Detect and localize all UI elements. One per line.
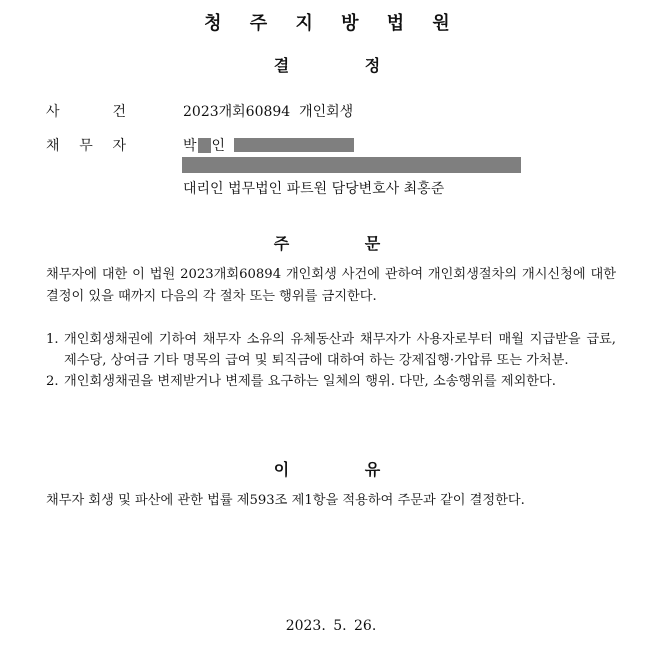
list-item-text: 개인회생채권에 기하여 채무자 소유의 유체동산과 채무자가 사용자로부터 매월 지급받을 급료, 제수당, 상여금 기타 명목의 급여 및 퇴직금에 대하여 하는 강제집행·가압류 또는 가처분. — [64, 332, 616, 368]
debtor-label-char: 채 — [46, 138, 60, 154]
debtor-label-char: 무 — [79, 138, 93, 154]
list-item-number: 1. — [46, 332, 59, 347]
reason-heading: 이 유 — [273, 460, 381, 479]
order-list — [46, 329, 616, 392]
decision-heading: 결 정 — [273, 56, 381, 75]
case-label — [46, 101, 126, 121]
decision-date: 2023. 5. 26. — [285, 618, 377, 634]
case-label-char: 건 — [112, 104, 126, 120]
reason-text: 채무자 회생 및 파산에 관한 법률 제593조 제1항을 적용하여 주문과 같이 결정한다. — [46, 493, 525, 508]
list-item-text: 개인회생채권을 변제받거나 변제를 요구하는 일체의 행위. 다만, 소송행위를 제외한다. — [64, 374, 556, 389]
debtor-label — [46, 135, 126, 155]
debtor-name — [183, 135, 354, 155]
list-item — [46, 329, 616, 371]
order-text: 채무자에 대한 이 법원 2023개회60894 개인회생 사건에 관하여 개인회생절차의 개시신청에 대한 결정이 있을 때까지 다음의 각 절차 또는 행위를 금지한다. — [46, 267, 616, 304]
case-number: 2023개회60894 개인회생 — [183, 104, 354, 120]
debtor-label-char: 자 — [112, 138, 126, 154]
case-label-char: 사 — [46, 104, 60, 120]
court-title: 청 주 지 방 법 원 — [204, 13, 461, 34]
debtor-name-last: 인 — [211, 138, 226, 154]
debtor-name-first: 박 — [183, 138, 197, 154]
list-item — [46, 371, 616, 392]
redaction-block — [234, 138, 354, 152]
order-heading: 주 문 — [273, 234, 381, 253]
redaction-block — [198, 138, 211, 153]
list-item-number: 2. — [46, 374, 59, 389]
address-redaction — [182, 157, 521, 173]
agent-line: 대리인 법무법인 파트원 담당변호사 최홍준 — [183, 181, 445, 197]
